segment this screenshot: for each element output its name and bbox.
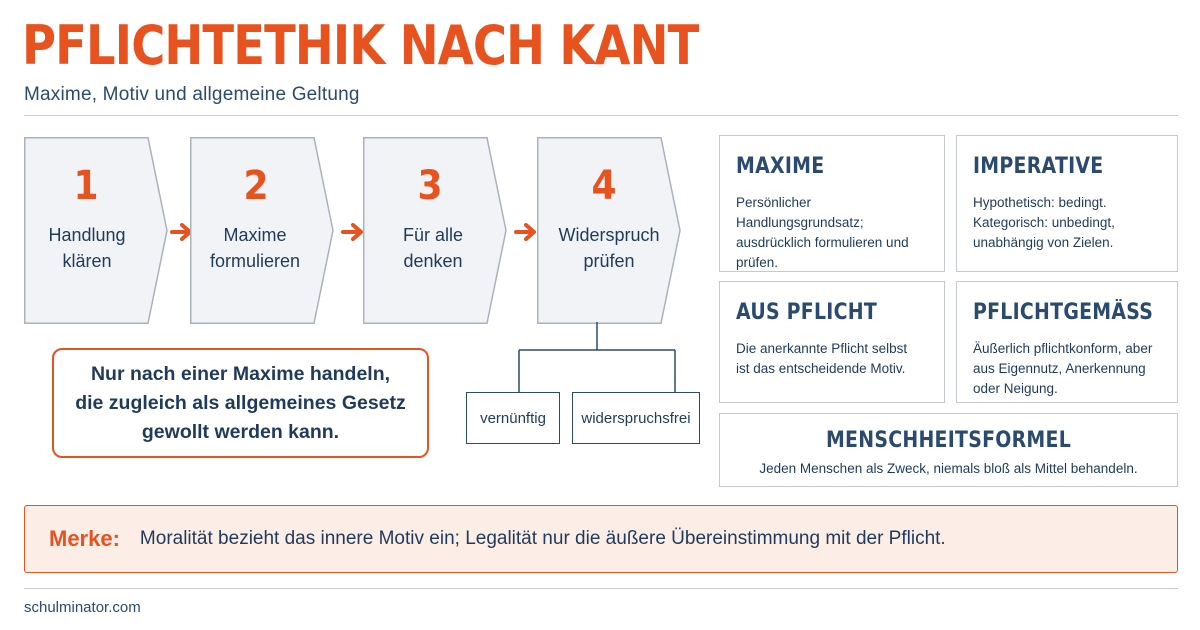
card-title: MAXIME (736, 154, 825, 179)
step-4-label: Widerspruch prüfen (558, 225, 660, 271)
step-4-number: 4 (591, 163, 617, 209)
card-text: Äußerlich pflichtkonform, aber aus Eigennutz, Anerkennung oder Neigung. (973, 341, 1153, 396)
merke-text: Moralität bezieht das innere Motiv ein; Legalität nur die äußere Übereinstimmung mit der Pflicht. (139, 528, 946, 549)
card-pflichtgemaess (956, 281, 1178, 403)
step-2-label: Maxime formulieren (209, 225, 301, 271)
card-text: Hypothetisch: bedingt. Kategorisch: unbedingt, unabhängig von Zielen. (973, 195, 1115, 250)
card-imperative (956, 135, 1178, 272)
footer-divider (24, 588, 1178, 589)
branch-widerspruchsfrei: widerspruchsfrei (572, 392, 700, 444)
step-1-label: Handlung klären (48, 225, 126, 271)
card-text: Persönlicher Handlungsgrundsatz; ausdrücklich formulieren und prüfen. (736, 195, 909, 270)
card-aus-pflicht (719, 281, 945, 403)
merke-box (24, 505, 1178, 573)
page-title: PFLICHTETHIK NACH KANT (22, 14, 699, 77)
card-title: PFLICHTGEMÄSS (973, 300, 1154, 325)
card-maxime (719, 135, 945, 272)
step-3-number: 3 (417, 163, 443, 209)
card-text: Die anerkannte Pflicht selbst ist das entscheidende Motiv. (736, 341, 908, 376)
card-title: MENSCHHEITSFORMEL (825, 428, 1072, 453)
card-title: AUS PFLICHT (736, 300, 877, 325)
branch-connector (460, 322, 700, 394)
card-menschheitsformel (719, 413, 1178, 487)
step-2-number: 2 (243, 163, 269, 209)
header-divider (24, 115, 1178, 116)
step-1-number: 1 (73, 163, 99, 209)
card-title: IMPERATIVE (973, 154, 1104, 179)
categorical-imperative-box: Nur nach einer Maxime handeln, die zugleich als allgemeines Gesetz gewollt werden kann. (52, 348, 429, 458)
footer-site: schulminator.com (24, 599, 141, 616)
merke-label: Merke: (49, 526, 120, 551)
page-subtitle: Maxime, Motiv und allgemeine Geltung (24, 84, 360, 105)
card-text: Jeden Menschen als Zweck, niemals bloß als Mittel behandeln. (759, 461, 1138, 476)
branch-vernuenftig: vernünftig (466, 392, 560, 444)
step-3-label: Für alle denken (402, 225, 464, 271)
